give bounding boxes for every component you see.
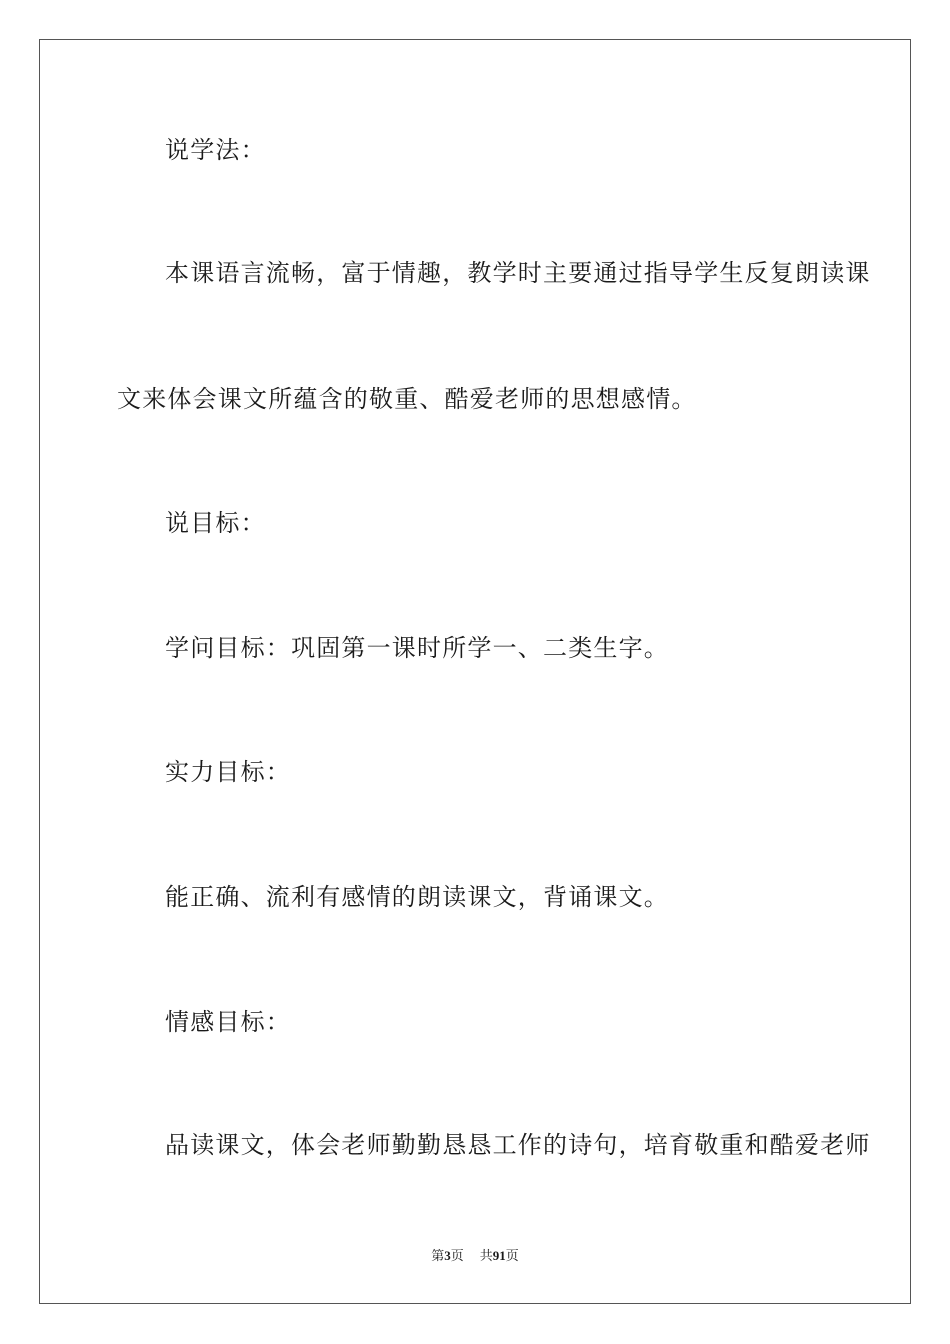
page-footer xyxy=(0,1247,950,1265)
heading-ability-objective: 实力目标： xyxy=(165,758,291,786)
footer-page-number: 3 xyxy=(444,1248,451,1263)
footer-total-prefix: 共 xyxy=(479,1248,493,1263)
knowledge-objective: 学问目标：巩固第一课时所学一、二类生字。 xyxy=(165,634,669,662)
paragraph-method-line-1: 本课语言流畅，富于情趣，教学时主要通过指导学生反复朗读课 xyxy=(165,259,871,287)
heading-teaching-method: 说学法： xyxy=(165,136,266,164)
footer-page-prefix: 第 xyxy=(431,1248,445,1263)
footer-page-suffix: 页 xyxy=(450,1248,464,1263)
heading-emotion-objective: 情感目标： xyxy=(165,1008,291,1036)
footer-total-pages: 91 xyxy=(492,1248,506,1263)
paragraph-method-line-2: 文来体会课文所蕴含的敬重、酷爱老师的思想感情。 xyxy=(117,385,697,413)
ability-objective-text: 能正确、流利有感情的朗读课文，背诵课文。 xyxy=(165,883,669,911)
emotion-objective-text: 品读课文，体会老师勤勤恳恳工作的诗句，培育敬重和酷爱老师 xyxy=(165,1131,871,1159)
heading-objectives: 说目标： xyxy=(165,509,266,537)
page-border xyxy=(39,39,911,1304)
footer-total-suffix: 页 xyxy=(505,1248,519,1263)
